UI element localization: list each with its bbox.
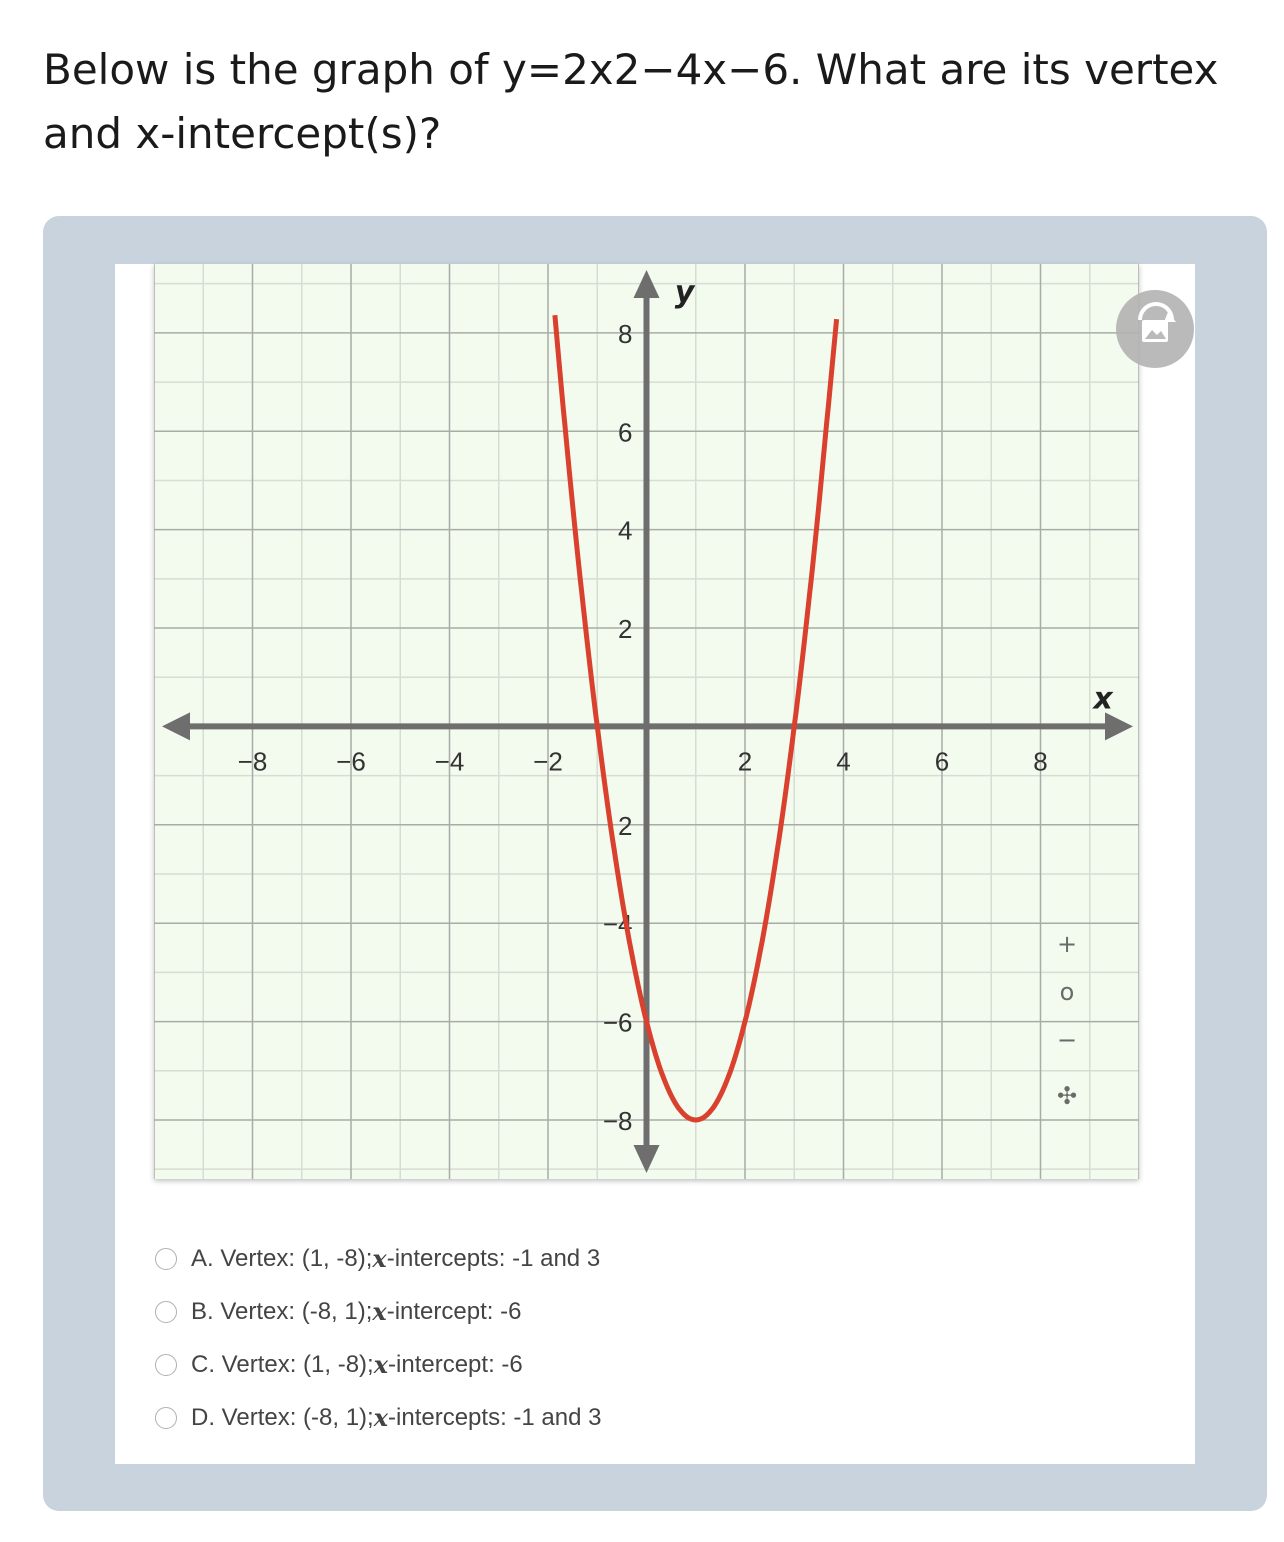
radio-button[interactable] [155, 1407, 177, 1429]
x-tick-label: −4 [434, 746, 465, 777]
image-view-button[interactable] [1116, 290, 1194, 368]
y-axis-label: y [674, 275, 695, 310]
y-tick-label: −4 [602, 909, 633, 940]
gallery-icon [1116, 290, 1194, 368]
option-b[interactable] [155, 1285, 601, 1338]
option-text: -intercepts: -1 and 3 [386, 1244, 601, 1272]
radio-button[interactable] [155, 1354, 177, 1376]
graph-svg [154, 264, 1139, 1179]
variable-x: x [373, 1350, 389, 1379]
zoom-out-button[interactable]: − [1056, 1026, 1078, 1054]
x-tick-label: −8 [237, 746, 268, 777]
y-tick-label: 6 [618, 417, 633, 448]
radio-button[interactable] [155, 1301, 177, 1323]
option-c[interactable] [155, 1338, 601, 1391]
y-tick-label: 2 [618, 810, 633, 841]
pan-button[interactable]: ✣ [1056, 1082, 1078, 1110]
y-tick-label: 8 [618, 318, 633, 349]
question-text: Below is the graph of y=2x2−4x−6. What are its vertex and x-intercept(s)? [43, 45, 1219, 158]
option-label: D. Vertex: (-8, 1); [191, 1403, 374, 1431]
y-tick-label: 4 [618, 515, 633, 546]
option-label: B. Vertex: (-8, 1); [191, 1297, 373, 1325]
parabola-graph [154, 264, 1139, 1179]
x-tick-label: 6 [934, 746, 950, 777]
x-tick-label: −2 [533, 746, 563, 777]
variable-x: x [372, 1297, 387, 1326]
x-tick-label: −6 [336, 746, 366, 777]
variable-x: x [372, 1244, 387, 1273]
y-tick-label: 2 [618, 614, 633, 645]
x-tick-label: 2 [737, 746, 753, 777]
option-label: A. Vertex: (1, -8); [191, 1244, 373, 1272]
answer-options [155, 1232, 601, 1444]
y-tick-label: −8 [602, 1105, 633, 1136]
option-text: -intercept: -6 [388, 1350, 523, 1378]
option-text: -intercept: -6 [386, 1297, 522, 1325]
x-tick-label: 8 [1033, 746, 1048, 777]
variable-x: x [373, 1403, 389, 1432]
option-d[interactable] [155, 1391, 601, 1444]
radio-button[interactable] [155, 1248, 177, 1270]
x-tick-label: 4 [836, 746, 851, 777]
option-label: C. Vertex: (1, -8); [191, 1350, 374, 1378]
option-a[interactable] [155, 1232, 601, 1285]
option-text: -intercepts: -1 and 3 [388, 1403, 602, 1431]
zoom-in-button[interactable]: + [1056, 930, 1078, 958]
zoom-reset-button[interactable]: o [1059, 978, 1075, 1006]
y-tick-label: −6 [602, 1007, 633, 1038]
x-axis-label: x [1093, 681, 1113, 717]
